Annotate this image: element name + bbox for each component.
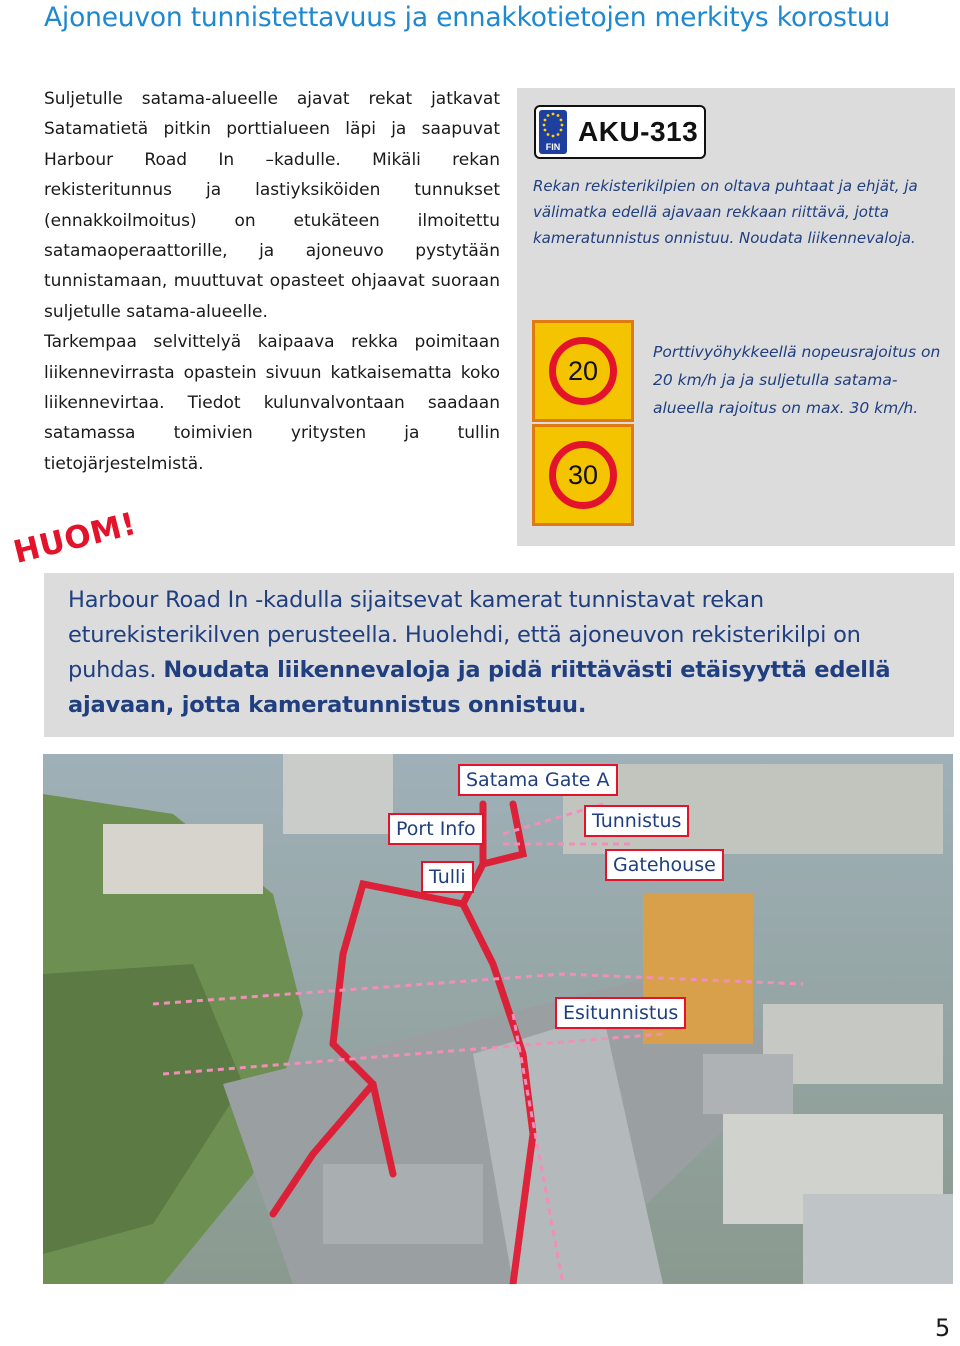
speed-limit-caption: Porttivyöhykkeellä nopeusrajoitus on 20 km/h ja ja suljetulla satama-alueella rajoitus on max. 30 km/h. — [653, 343, 941, 417]
speed-limit-30-label: 30 — [549, 441, 617, 509]
notice-text-normal: Harbour Road In -kadulla sijaitsevat kamerat tunnistavat rekan eturekisterikilven perusteella. Huolehdi, että ajoneuvon rekisterikilpi on puhdas. — [68, 587, 861, 683]
info-panel — [517, 88, 955, 546]
page-title: Ajoneuvon tunnistettavuus ja ennakkotietojen merkitys korostuu — [44, 2, 891, 33]
speed-limit-20-label: 20 — [549, 337, 617, 405]
map-label-port-info: Port Info — [388, 813, 484, 845]
eu-flag-icon — [539, 110, 567, 154]
plate-caption: Rekan rekisterikilpien on oltava puhtaat ja ehjät, ja välimatka edellä ajavaan rekkaan riittävä, jotta kameratunnistus onnistuu. Noudata liikennevaloja. — [533, 177, 918, 247]
speed-limit-sign-20 — [532, 320, 634, 422]
speed-limit-sign-30 — [532, 424, 634, 526]
huom-stamp: HUOM! — [10, 505, 140, 571]
intro-text — [44, 84, 500, 479]
page-number: 5 — [935, 1314, 951, 1342]
map-label-tulli: Tulli — [421, 861, 474, 893]
map-label-satama-gate: Satama Gate A — [458, 764, 618, 796]
map-label-esitunnistus: Esitunnistus — [555, 997, 686, 1029]
notice-text — [68, 583, 938, 723]
license-plate — [534, 105, 706, 159]
aerial-map-image — [43, 754, 953, 1284]
notice-text-bold: Noudata liikennevaloja ja pidä riittävästi etäisyyttä edellä ajavaan, jotta kameratunnistus onnistuu. — [68, 657, 891, 718]
intro-paragraph-1: Suljetulle satama-alueelle ajavat rekat jatkavat Satamatietä pitkin porttialueen läpi ja saapuvat Harbour Road In –kadulle. Mikäli rekan rekisteritunnus ja lastiyksiköiden tunnukset (ennakkoilmoitus) on etukäteen ilmoitettu satamaoperaattorille, ja ajoneuvo pystytään tunnistamaan, muuttuvat opasteet ohjaavat suoraan suljetulle satama-alueelle. — [44, 89, 500, 322]
country-code: FIN — [545, 142, 561, 152]
map-label-tunnistus: Tunnistus — [584, 805, 689, 837]
port-area-map — [43, 754, 953, 1284]
plate-number: AKU-313 — [578, 116, 699, 147]
map-label-gatehouse: Gatehouse — [605, 849, 724, 881]
intro-paragraph-2: Tarkempaa selvittelyä kaipaava rekka poimitaan liikennevirrasta opastein sivuun katkaisematta koko liikennevirtaa. Tiedot kulunvalvontaan saadaan satamassa toimivien yritysten ja tullin tietojärjestelmistä. — [44, 332, 500, 474]
